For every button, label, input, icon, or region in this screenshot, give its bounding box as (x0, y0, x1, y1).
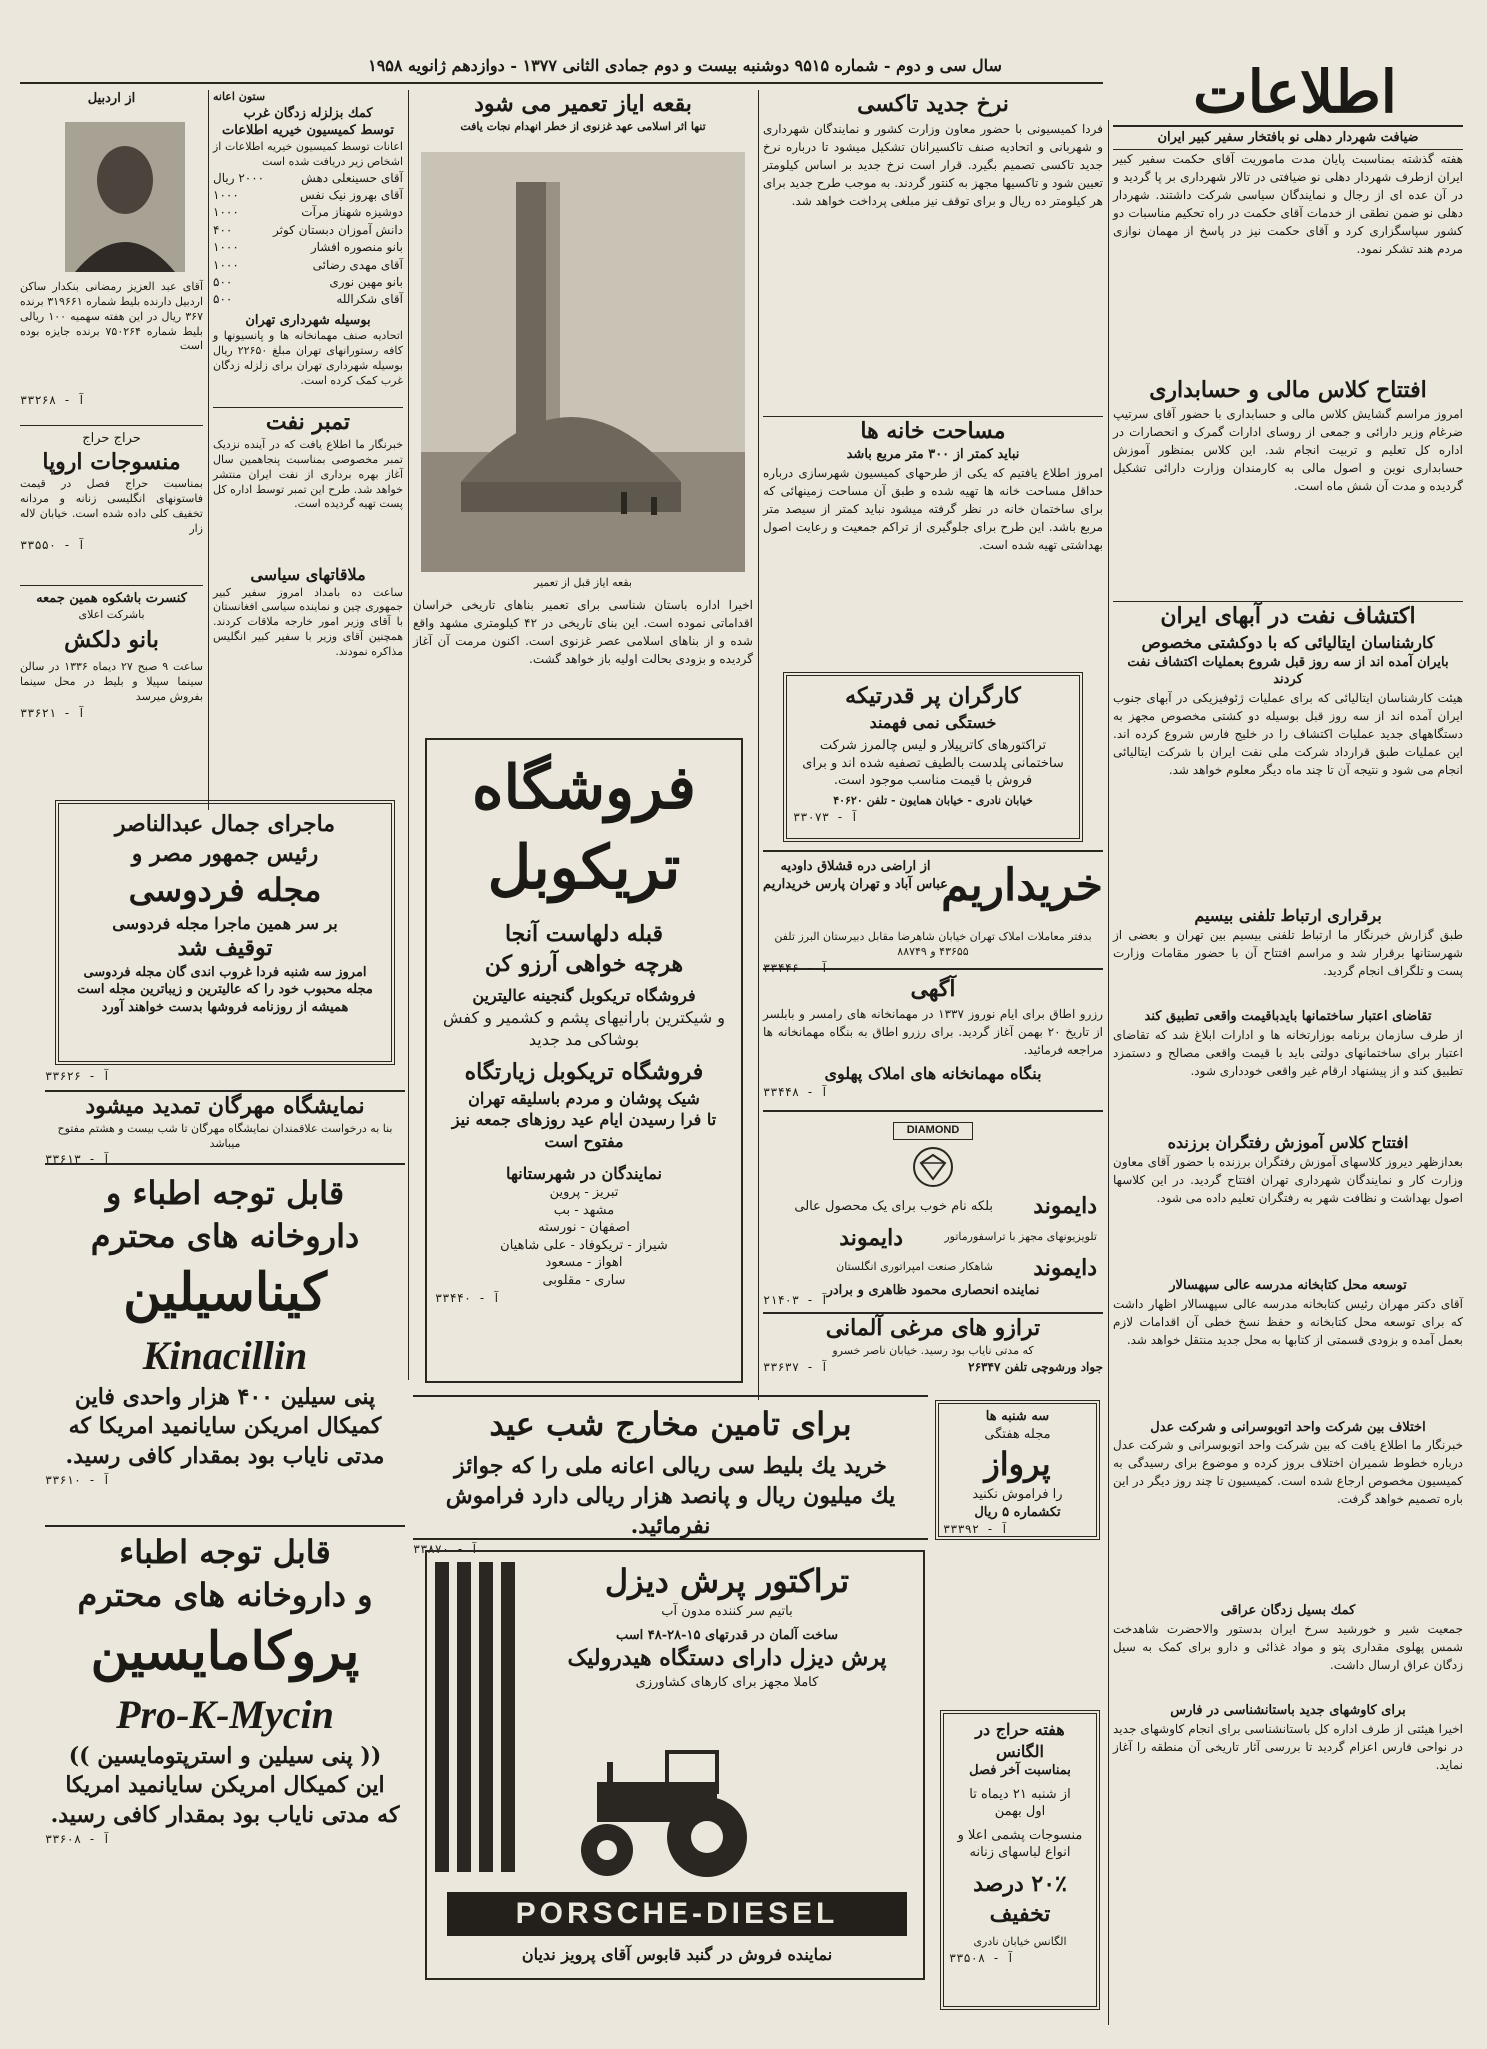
article-body: خبرنگار ما اطلاع یافت که در آینده نزدیک تمبر مخصوصی بمناسبت پنجاهمین سال آغاز بهره برداری از نفت ایران منتشر خواهد شد. طرح این تمبر توسط اداره کل پست تهیه گردیده است. (213, 437, 403, 511)
rep-item: تبریز - پروین (549, 1185, 619, 1201)
ad-product-fa: پروکامایسین (90, 1621, 360, 1683)
ad-title: تراکتور پرش دیزل (604, 1562, 850, 1600)
ad-title: ترازو های مرغی آلمانی (825, 1315, 1041, 1341)
headline: کمك بسیل زدگان عراقی (1220, 1603, 1356, 1619)
ad-ferdowsi (55, 800, 395, 1065)
ad-line: بر سر همین ماجرا مجله فردوسی (112, 913, 338, 933)
subheadline: نباید کمتر از ۳۰۰ متر مربع باشد (846, 447, 1020, 463)
ad-brand: PORSCHE-DIESEL (515, 1897, 839, 1930)
ad-title: کنسرت باشکوه همین جمعه (36, 591, 187, 606)
diamond-brand: دایموند (1033, 1193, 1097, 1219)
ad-code: آ - ۳۳۰۷۳ (793, 809, 859, 824)
ad-tricobel (425, 738, 743, 1383)
ad-rep: نماینده فروش در گنبد قابوس آقای پرویز ندیان (521, 1945, 833, 1964)
donor-amount: ۱۰۰۰ (213, 188, 239, 203)
ad-body: منسوجات پشمی اعلا و انواع لباسهای زنانه (957, 1827, 1083, 1861)
subheadline: بوسیله شهرداری تهران (245, 312, 371, 328)
column-rule (758, 90, 759, 1400)
ad-line: یك میلیون ریال و پانصد هزار ریالی دارد فراموش نفرمائید. (445, 1482, 896, 1539)
ad-line: فروشگاه تریکوبل زیارتگاه (464, 1059, 704, 1086)
ad-parvaz (935, 1400, 1100, 1540)
ad-land-purchase (763, 850, 1103, 975)
diamond-desc: تلویزیونهای مجهز با تراسفورماتور (944, 1230, 1097, 1243)
ad-sub: بمناسبت آخر فصل (969, 1763, 1071, 1779)
ad-line: و داروخانه های محترم (77, 1576, 373, 1615)
ad-line: امروز سه شنبه فردا غروب اندی گان مجله فردوسی (83, 964, 367, 980)
ad-elegance-sale (940, 1710, 1100, 2010)
ad-lottery-winner (20, 90, 203, 420)
ad-line: و شیکترین بارانیهای پشم و کشمیر و کفش بوشاکی مد جدید (443, 1007, 725, 1049)
donor-amount: ۱۰۰۰ (213, 205, 239, 220)
ad-line: تکشماره ۵ ریال (974, 1504, 1061, 1520)
ad-line: (( پنی سیلین و استرپتومایسین )) (68, 1742, 382, 1769)
headline: افتتاح کلاس مالی و حسابداری (1149, 376, 1427, 403)
donor-name: آقای حسینعلی دهش (301, 170, 403, 185)
donor-name: بانو منصوره افشار (310, 240, 403, 255)
ad-code: آ - ۳۳۵۵۰ (20, 537, 86, 552)
ad-big-title: فروشگاه (472, 753, 696, 823)
diamond-gem-icon (913, 1147, 953, 1187)
ad-line: هرچه خواهی آرزو کن (484, 950, 684, 977)
article-body: هفته گذشته بمناسبت پایان مدت ماموریت آقای حکمت سفیر کبیر ایران ازطرف شهردار دهلی نو ضیافتی در تالار شهرداری بر پا گردید و در آن عده ای از رجال و نمایندگان سیاسی شرکت داشتند. شهردار دهلی نو ضمن نطقی از خدمات آقای حکمت در راه تحکیم مناسبات دو کشور سپاسگزاری کرد و آقای حکمت نیز در پاسخ از مهمان نوازی مردم هند تشکر نمود. (1113, 151, 1463, 256)
rep-item: مشهد - بب (553, 1202, 615, 1218)
ad-code: آ - ۳۳۳۹۲ (943, 1522, 1009, 1537)
column-rule (208, 90, 209, 810)
column-rule (1108, 120, 1109, 2025)
tractor-icon (537, 1742, 777, 1882)
headline: ضیافت شهردار دهلی نو بافتخار سفیر کبیر ایران (1113, 125, 1463, 150)
ad-line: مجله فردوسی (128, 871, 322, 910)
ad-notice (763, 975, 1104, 1100)
ad-body: بنا به درخواست علاقمندان نمایشگاه مهرگان تا شب بیست و هشتم مفتوح میباشد (57, 1121, 393, 1150)
ad-title: آگهی (910, 976, 956, 1002)
ad-body: که مدتی نایاب بود رسید. خیابان ناصر خسرو (832, 1343, 1034, 1357)
ad-code: آ - ۳۳۶۱۰ (45, 1472, 111, 1487)
ad-line: رئیس جمهور مصر و (131, 840, 319, 867)
ad-big-title: تریکوبل (487, 833, 681, 903)
headline: توسعه محل کتابخانه مدرسه عالی سپهسالار (1169, 1278, 1407, 1294)
ad-scales (763, 1312, 1103, 1382)
donor-amount: ۴۰۰ (213, 222, 233, 237)
ad-diamond (763, 1110, 1103, 1305)
article-body: آقای دکتر مهران رئیس کتابخانه مدرسه عالی سپهسالار اظهار داشت که برای توسعه محل کتابخانه و حفظ نسخ خطی آن اقدامات لازم بعمل آمده و بزودی قسمتی از کتابها به محل جدید منتقل خواهد شد. (1113, 1296, 1463, 1347)
headline: کمك بزلزله زدگان غرب (243, 105, 373, 121)
headline: برای کاوشهای جدید باستانشناسی در فارس (1170, 1702, 1406, 1718)
ad-line: که مدتی نایاب بود بمقدار کافی رسید. (50, 1801, 400, 1828)
headline: ملاقاتهای سیاسی (250, 564, 366, 584)
headline: تقاضای اعتبار ساختمانها بایدباقیمت واقعی تطبیق کند (1144, 1009, 1432, 1025)
ad-line: را فراموش نکنید (972, 1487, 1063, 1503)
headline: اختلاف بین شرکت واحد اتوبوسرانی و شرکت عدل (1150, 1419, 1426, 1435)
ad-line: مجله محبوب خود را که عالیترین و زیباترین مجله است همیشه از روزنامه فروشها بدست خواهند آورد (77, 982, 373, 1015)
ad-code: آ - ۳۳۴۴۸ (763, 1085, 829, 1100)
rep-item: ساری - مقلوبی (542, 1272, 626, 1288)
ad-porsche-diesel (425, 1550, 925, 1980)
ad-body: رزرو اطاق برای ایام نوروز ۱۳۳۷ در مهمانخانه های رامسر و بابلسر از تاریخ ۲۰ بهمن آغاز گردید. برای رزرو اطاق به بنگاه مهمانخانه ها مراجعه فرمائید. (763, 1006, 1104, 1057)
ad-code: آ - ۳۳۶۳۷ (763, 1359, 829, 1374)
headline: تمبر نفت (213, 407, 403, 438)
ad-line: ماجرای جمال عبدالناصر (114, 811, 336, 837)
ad-line: کمیکال امریکن سایانمید امریکا که (68, 1413, 382, 1440)
donor-name: دانش آموزان دبستان کوثر (272, 222, 403, 237)
ad-tractors (783, 672, 1083, 842)
ad-product-en: Pro-K-Mycin (116, 1691, 334, 1737)
ad-line: پرش دیزل دارای دستگاه هیدرولیک (567, 1645, 887, 1672)
article-body: امروز اطلاع یافتیم که یکی از طرحهای کمیسیون شهرسازی درباره حداقل مساحت خانه ها تهیه شده و طبق آن مساحت زمینهائی که برای ساختمان خانه در نظر گرفته میشود نباید کمتر از سیصد متر مربع باشد. این طرح برای جلوگیری از تراکم جمعیت و رعایت اصول بهداشتی تهیه شده است. (763, 465, 1103, 552)
ad-brand-band (447, 1892, 907, 1936)
column-rule (408, 90, 409, 1380)
ad-dates: اول بهمن (994, 1804, 1046, 1820)
article-body: طبق گزارش خبرنگار ما ارتباط تلفنی بیسیم بین تهران و بعضی از شهرستانها برقرار شد و مراسم افتتاح آن با حضور مقامات وزارت پست و تلگراف انجام گردید. (1113, 928, 1463, 979)
rep-item: شیراز - تریکوفاد - علی شاهیان (500, 1237, 668, 1253)
ad-line: خرید یك بلیط سی ریالی اعانه ملی را که جوائز (454, 1453, 887, 1480)
article-body: هیئت کارشناسان ایتالیائی که برای عملیات ژئوفیزیکی در آبهای جنوب ایران آمده اند از سه روز قبل بوسیله دو کشتی مخصوص مجهز به دستگاههای جدید عملیات اکتشاف را در خلیج فارس شروع کرده اند. این عملیات طبق قرارداد شرکت ملی نفت ایران با شرکت ایتالیائی انجام می شود و نتیجه آن تا چند ماه دیگر معلوم خواهد شد. (1113, 690, 1463, 777)
section-label: ستون اعانه (213, 90, 266, 103)
ad-european-fabrics (20, 430, 203, 580)
ad-text: از اراضی دره قشلاق داودیه عباس آباد و تهران پارس خریداریم (763, 859, 948, 892)
masthead-info (270, 55, 1100, 81)
donor-amount: ۵۰۰ (213, 274, 233, 289)
ad-kinacillin (45, 1172, 405, 1517)
diamond-brand: دایموند (839, 1225, 903, 1251)
donor-amount: ۱۰۰۰ (213, 240, 239, 255)
masthead-date: سال سی و دوم - شماره ۹۵۱۵ دوشنبه بیست و دوم جمادی الثانی ۱۳۷۷ - دوازدهم ژانویه ۱۹۵۸ (368, 56, 1002, 75)
article-body: امروز مراسم گشایش کلاس مالی و حسابداری با حضور آقای سرتیپ ضرغام وزیر دارائی و جمعی از روسای ادارات گمرک و انحصارات در اداره کل تعلیم و تربیت انجام شد. این کلاس بمنظور آموزش حسابداری نوین و اصول مالی به کارمندان وزارت دارائی تشکیل گردیده و مدت آن شش ماه است. (1113, 407, 1463, 494)
ad-big-word: خریداریم (941, 860, 1103, 911)
ad-code: آ - ۳۳۶۲۶ (45, 1069, 111, 1083)
article-body: اتحادیه صنف مهمانخانه ها و پانسیونها و کافه رستورانهای تهران مبلغ ۲۲۶۵۰ ریال بوسیله شهرداری تهران برای زلزله زدگان غرب کمک کرده است. (213, 329, 404, 387)
ad-top: سه شنبه ها (985, 1409, 1050, 1424)
ad-title: کارگران پر قدرتیکه (845, 683, 1021, 709)
photo-ayaz-tomb (421, 152, 745, 572)
article-body: بعدازظهر دیروز کلاسهای آموزش رفتگران برزنده با حضور آقای معاون وزارت کار و نمایندگان شهرداری تهران افتتاح گردید. در این کلاسها اصول بهداشت و نظافت شهر به رفتگران تعلیم داده می شود. (1113, 1155, 1463, 1206)
news-column-aid (213, 90, 403, 810)
headline: افتتاح کلاس آموزش رفتگران برزنده (1167, 1132, 1409, 1152)
donor-amount: ۱۰۰۰ (213, 257, 239, 272)
donor-name: آقای بهروز نیک نفس (299, 188, 403, 203)
ad-phone: جواد ورشوچی تلفن ۲۶۳۴۷ (968, 1359, 1103, 1374)
headline: برقراری ارتباط تلفنی بیسیم (1194, 905, 1382, 925)
ad-head: حراج حراج (82, 431, 141, 446)
ad-line: شیک پوشان و مردم باسلیقه تهران (468, 1088, 700, 1108)
ad-subtitle: خستگی نمی فهمند (869, 712, 997, 732)
ad-code: آ - ۳۳۴۴۰ (435, 1290, 501, 1305)
headline: بقعه ایاز تعمیر می شود (474, 91, 692, 117)
masthead-logo-box (1110, 55, 1480, 130)
ad-product-en: Kinacillin (142, 1332, 308, 1378)
diamond-desc: بلکه نام خوب برای یک محصول عالی (794, 1199, 993, 1214)
donor-name: دوشیزه شهناز مرآت (301, 205, 403, 220)
ad-line: کاملا مجهز برای کارهای کشاورزی (635, 1674, 819, 1690)
ad-code: آ - ۳۳۲۶۸ (20, 393, 86, 407)
article-body: ساعت ده بامداد امروز سفیر کبیر جمهوری چین و نماینده سیاسی افغانستان با آقای وزیر امور خارجه ملاقات کردند. همچنین آقای وزیر با سفیر کبیر انگلیس مذاکره نمودند. (213, 585, 403, 658)
ad-signature: بنگاه مهمانخانه های املاک پهلوی (824, 1063, 1042, 1083)
ad-body: ساعت ۹ صبح ۲۷ دیماه ۱۳۳۶ در سالن سینما سپیلا و بلیط در محل سینما بفروش میرسد (20, 660, 203, 703)
donor-name: آقای مهدی رضائی (312, 257, 403, 272)
ad-performer: بانو دلکش (64, 627, 159, 654)
ad-product-fa: کیناسیلین (123, 1262, 327, 1324)
donor-amount: ۲۰۰۰ ریال (213, 170, 265, 185)
rep-item: اهواز - مسعود (545, 1255, 623, 1271)
ad-divider (20, 425, 203, 426)
ad-code: آ - ۳۳۵۰۸ (949, 1951, 1015, 1966)
ad-mehregan (45, 1090, 405, 1165)
ad-line: این کمیکال امریکن سایانمید امریکا (65, 1772, 385, 1799)
ad-line: فروشگاه تریکوبل گنجینه عالیترین (472, 986, 696, 1006)
rep-item: اصفهان - نورسته (538, 1220, 630, 1236)
ad-code: آ - ۳۳۴۴۶ (763, 960, 829, 975)
ad-top: از اردبیل (87, 91, 136, 106)
donor-name: آقای شکرالله (336, 292, 403, 307)
donor-name: بانو مهین نوری (329, 274, 403, 289)
ad-sub: باتیم سر کننده مدون آب (661, 1604, 793, 1620)
ad-dates: از شنبه ۲۱ دیماه تا (969, 1786, 1071, 1802)
ad-concert (20, 590, 203, 790)
ad-sub: باشرکت اعلای (78, 607, 145, 621)
ad-reps-title: نمایندگان در شهرستانها (506, 1163, 662, 1183)
article-body: فردا کمیسیونی با حضور معاون وزارت کشور و نمایندگان شهرداری و شهربانی و اتحادیه صنف تاکسیرانان تشکیل میشود تا درباره نرخ جدید تاکسی تصمیم بگیرد. قرار است نرخ جدید بر اساس کیلومتر تعیین شود و تاکسیها مجهز به کنتور گردند. به موجب طرح جدید برای هر کیلومتر ده ریال و برای توقف نیز مبلغی پرداخت خواهد شد. (763, 121, 1103, 208)
ad-eid-lottery (413, 1395, 928, 1557)
diamond-desc: شاهکار صنعت امپراتوری انگلستان (836, 1260, 993, 1273)
ad-address: الگانس خیابان نادری (973, 1935, 1067, 1949)
ad-line: قابل توجه اطباء و (105, 1174, 345, 1212)
ad-magazine-name: پرواز (984, 1445, 1051, 1484)
ad-title: هفته حراج در الگانس (975, 1720, 1065, 1761)
headline: مساحت خانه ها (763, 416, 1103, 447)
subheadline: بایران آمده اند از سه روز قبل شروع بعملیات اکتشاف نفت کردند (1127, 654, 1449, 688)
ad-line: قابل توجه اطباء (119, 1533, 331, 1571)
diamond-brand: دایموند (1033, 1255, 1097, 1281)
masthead-rule (20, 82, 1103, 84)
ad-discount: ۲۰٪ درصد تخفیف (973, 1870, 1067, 1927)
ad-prokmycin (45, 1525, 405, 2025)
subheadline: تنها اثر اسلامی عهد غزنوی از خطر انهدام نجات یافت (460, 119, 706, 133)
ad-title: نمایشگاه مهرگان تمدید میشود (85, 1093, 365, 1119)
ad-line: مدتی نایاب بود بمقدار کافی رسید. (65, 1442, 385, 1469)
headline: اکتشاف نفت در آبهای ایران (1113, 601, 1463, 632)
ad-line: توقیف شد (177, 935, 273, 962)
ad-code: آ - ۳۳۶۲۱ (20, 705, 86, 720)
subheadline: توسط کمیسیون خیریه اطلاعات (222, 123, 394, 139)
ad-code: آ - ۳۳۶۰۸ (45, 1831, 111, 1846)
ad-line: قبله دلهاست آنجا (504, 921, 664, 947)
ad-caption: آقای عبد العزیز رمضانی بنکدار ساکن اردبیل دارنده بلیط شماره ۳۱۹۶۶۱ برنده ۳۶۷ ریال در این هفته سهمیه ۱۰۰ ریالی بلیط شماره ۷۵۰۲۶۴ برنده جایزه بوده است (20, 280, 203, 353)
ad-line: داروخانه های محترم (90, 1217, 360, 1256)
ad-code: آ - ۲۱۴۰۳ (763, 1293, 829, 1307)
masthead-logo: اطلاعات (1193, 58, 1397, 126)
article-body: خبرنگار ما اطلاع یافت که بین شرکت واحد اتوبوسرانی و شرکت عدل درباره خطوط شمیران اختلاف بروز کرده و موضوع برای رسیدگی به کمیسیون مخصوص ارجاع شده است. کمیسیون تا چند روز دیگر در این باره تصمیم خواهد گرفت. (1113, 1438, 1463, 1507)
ad-sub: مجله هفتگی (984, 1426, 1051, 1442)
ad-body: بمناسبت حراج فصل در قیمت فاستونهای انگلیسی زنانه و مردانه تخفیف کلی داده شده است. خیابان لاله زار (20, 477, 203, 535)
photo-caption: بقعه ایاز قبل از تعمیر (534, 576, 632, 589)
subheadline: کارشناسان ایتالیائی که با دوکشتی مخصوص (1141, 632, 1435, 652)
ad-line: ساخت آلمان در قدرتهای ۱۵-۲۸-۴۸ اسب (616, 1627, 838, 1643)
news-column-right (1113, 125, 1463, 2015)
ad-title: منسوجات اروپا (42, 448, 181, 475)
diamond-logo: DIAMOND (893, 1122, 973, 1140)
headline: نرخ جدید تاکسی (857, 91, 1009, 117)
article-intro: اعانات توسط کمیسیون خیریه اطلاعات از اشخاص زیر دریافت شده است (213, 139, 403, 168)
diamond-rep: نماینده انحصاری محمود ظاهری و برادر (826, 1283, 1040, 1298)
ad-line: پنی سیلین ۴۰۰ هزار واحدی فاین (74, 1383, 376, 1410)
ad-title: برای تامین مخارج شب عید (489, 1405, 852, 1443)
ad-address: خیابان نادری - خیابان همایون - تلفن ۴۰۶۲۰ (833, 793, 1033, 807)
donor-amount: ۵۰۰ (213, 292, 233, 307)
ad-decor-bars (427, 1552, 527, 1882)
ad-body: تراکتورهای کاترپیلار و لیس چالمرز شرکت ساختمانی پلدست بالطیف تصفیه شده اند و برای فروش با قیمت مناسب موجود است. (802, 738, 1064, 789)
photo-portrait (65, 122, 185, 272)
article-body: از طرف سازمان برنامه بوزارتخانه ها و ادارات ابلاغ شد که تقاضای اعتبار برای ساختمانهای دولتی باید با قیمت واقعی مصالح و دستمزد تطبیق کند و از پیشنهاد ارقام غیر واقعی خودداری شود. (1113, 1027, 1463, 1078)
ad-divider (20, 585, 203, 586)
ad-address: بدفتر معاملات املاک تهران خیابان شاهرضا مقابل دبیرستان البرز تلفن ۴۳۶۵۵ و ۸۸۷۴۹ (774, 930, 1092, 958)
article-body: اخیرا اداره باستان شناسی برای تعمیر بناهای تاریخی خراسان اقداماتی نموده است. این بنای تاریخی در ۴۲ کیلومتری مشهد واقع شده و از بناهای اسلامی عصر غزنوی است. اکنون مرمت آن آغاز گردیده و بزودی بحالت اولیه باز خواهد گشت. (413, 598, 753, 666)
article-body: جمعیت شیر و خورشید سرخ ایران بدستور والاحضرت شاهدخت شمس پهلوی مقداری پتو و مواد غذائی و دارو برای کمک به سیل زدگان عراق ارسال داشت. (1113, 1621, 1463, 1672)
news-column-ayaz (413, 90, 753, 730)
article-body: اخیرا هیئتی از طرف اداره کل باستانشناسی برای انجام کاوشهای جدید در نواحی فارس اعزام گردید تا بررسی آثار تاریخی آن منطقه را آغاز نماید. (1113, 1721, 1463, 1772)
ad-code: آ - ۳۳۸۷۰ (413, 1542, 479, 1557)
ad-code: آ - ۳۳۶۱۳ (45, 1152, 111, 1167)
ad-line: تا فرا رسیدن ایام عید روزهای جمعه نیز مفتوح است (451, 1110, 717, 1152)
